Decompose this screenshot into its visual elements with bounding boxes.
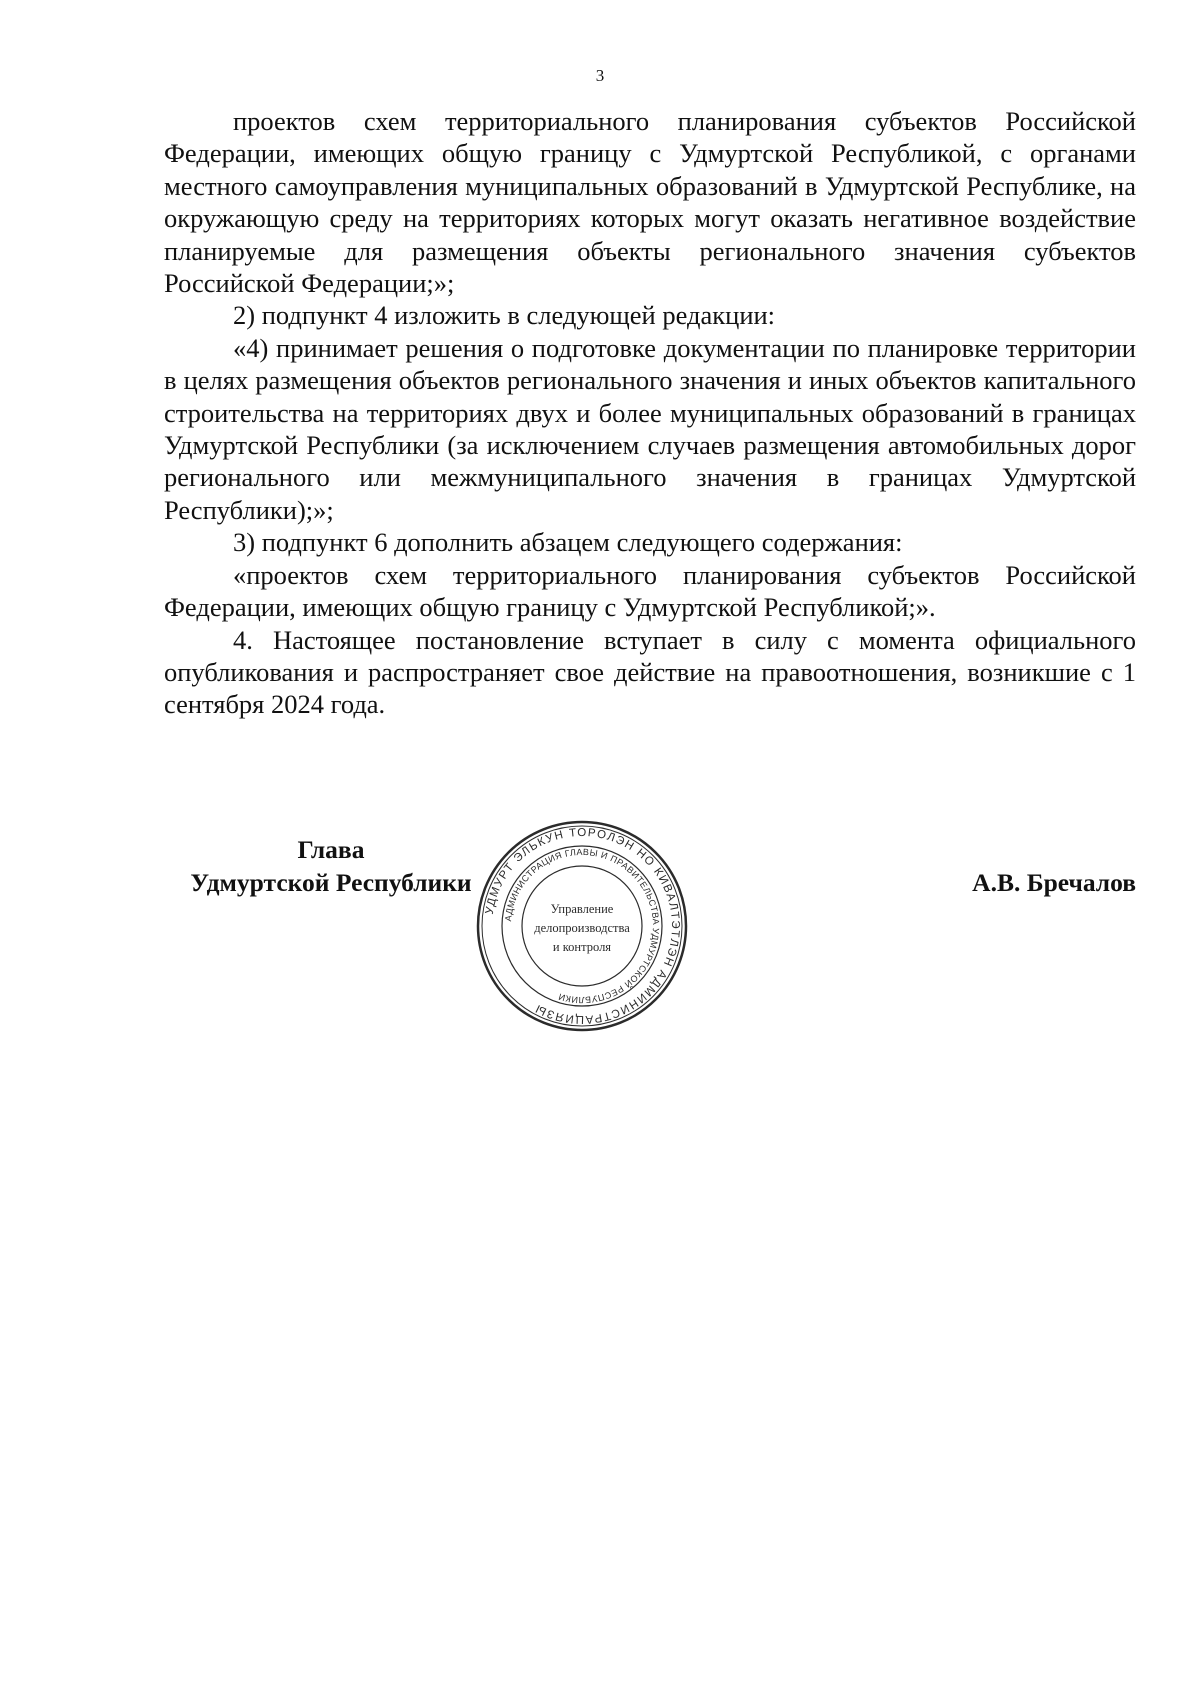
seal-center-line1: Управление: [550, 902, 614, 916]
page-number: 3: [595, 66, 605, 85]
paragraph-effective-date: 4. Настоящее постановление вступает в силу с момента официального опубликования и распространяет свое действие на правоотношения, возникшие с 1 сентября 2024 года.: [164, 624, 1136, 720]
signatory-title: [176, 833, 486, 899]
paragraph-item-3: 3) подпункт 6 дополнить абзацем следующего содержания:: [233, 527, 903, 558]
seal-icon: [474, 818, 690, 1034]
seal-center-line2: делопроизводства: [534, 921, 630, 935]
signatory-name: А.В. Бречалов: [972, 868, 1136, 897]
seal-inner-text: АДМИНИСТРАЦИЯ ГЛАВЫ И ПРАВИТЕЛЬСТВА УДМУРТСКОЙ РЕСПУБЛИКИ: [503, 846, 662, 1006]
paragraph-continuation: проектов схем территориального планирования субъектов Российской Федерации, имеющих общую границу с Удмуртской Республикой, с органами местного самоуправления муниципальных образований в Удмуртской Республике, на окружающую среду на территориях которых могут оказать негативное воздействие планируемые для размещения объекты регионального значения субъектов Российской Федерации;»;: [164, 106, 1136, 299]
seal-outer-text: УДМУРТ ЭЛЬКУН ТОРОЛЭН НО КИВАЛТЭТЛЭН АДМИНИСТРАЦИЯЗЫ: [483, 826, 682, 1026]
official-seal-stamp: [474, 818, 690, 1034]
paragraph-item-4-text: «4) принимает решения о подготовке документации по планировке территории в целях размещения объектов регионального значения и иных объектов капитального строительства на территориях двух и более муниципальных образований в границах Удмуртской Республики (за исключением случаев размещения автомобильных дорог регионального или межмуниципального значения в границах Удмуртской Республики);»;: [164, 332, 1136, 525]
paragraph-item-2: 2) подпункт 4 изложить в следующей редакции:: [233, 300, 776, 331]
signatory-title-line1: Глава: [297, 835, 365, 864]
seal-center-line3: и контроля: [552, 940, 612, 954]
paragraph-item-6-text: «проектов схем территориального планирования субъектов Российской Федерации, имеющих общую границу с Удмуртской Республикой;».: [164, 559, 1136, 623]
document-body: [164, 105, 1136, 721]
signatory-title-line2: Удмуртской Республики: [190, 868, 472, 897]
